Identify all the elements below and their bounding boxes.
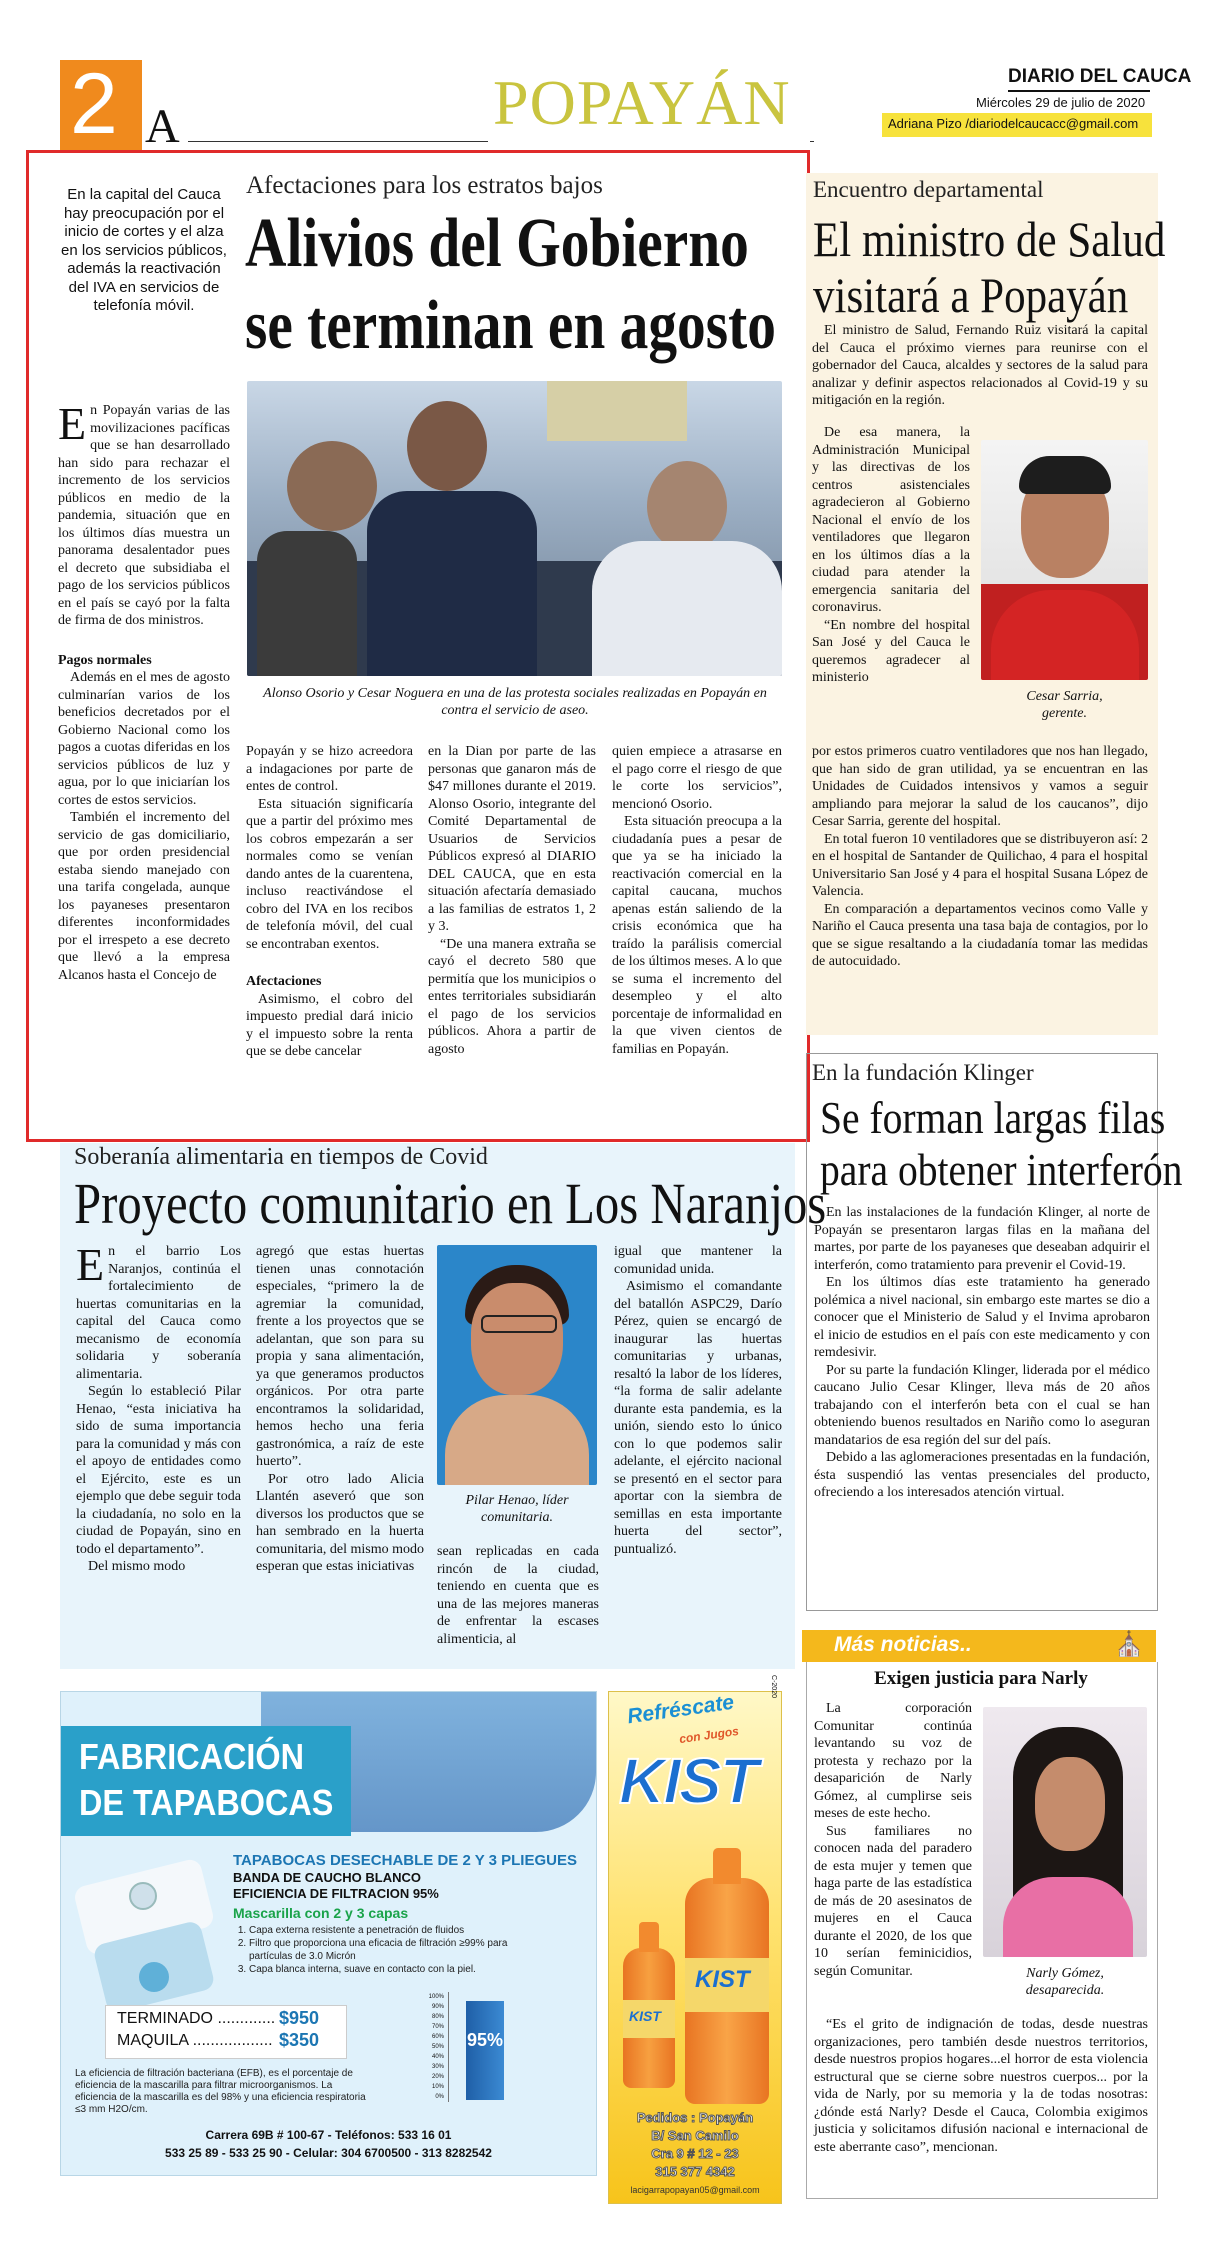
minister-caption-1: Cesar Sarria,: [1026, 689, 1103, 704]
naranjos-col2-p1: agregó que estas huertas tienen unas connotación especiales, “primero la de agremiar la comunidad, frente a los proyectos que se adelantan, que son para su propia y sana alimentación, ya que generamos productos orgánicos. Por otra parte encontramos la solidaridad, hemos hecho una feria gastronómica, a raíz de este huerto”.: [256, 1244, 424, 1469]
kist-address-1: B/ San Camilo: [651, 2128, 739, 2143]
lead-subhead-afectaciones: Afectaciones: [246, 974, 322, 989]
kist-bottle-large-label: KIST: [695, 1966, 750, 1993]
naranjos-col1-p1: n el barrio Los Naranjos, continúa el fortalecimiento de huertas comunitarias en la capital del Cauca como mecanismo de economía solidaria y soberanía alimentaria.: [76, 1244, 241, 1382]
lead-column-3: [428, 743, 596, 1058]
more-news-banner: [802, 1630, 1156, 1662]
klinger-body: [814, 1204, 1150, 1502]
ad-axis-tick: 10%: [431, 2084, 444, 2090]
lead-column-4: [612, 743, 782, 1058]
page-letter: A: [145, 100, 180, 153]
lead-col1-p1: n Popayán varias de las movilizaciones pacíficas que se han desarrollado han sido para rechazar el incremento de los servicios públicos en medio de la pandemia, situación que en los últimos días muestra un panorama desalentador pues el decreto que subsidiaba el pago de los servicios públicos en el país se cayó por la falta de firma de dos ministros.: [58, 403, 230, 628]
ad-layer-2: 2. Filtro que proporciona una eficacia de filtración ≥99% para partículas de 3.0 Micrón: [249, 1937, 549, 1963]
lead-headline-2: se terminan en agosto: [245, 287, 776, 364]
ad-price-1-label: TERMINADO .............: [117, 2010, 276, 2027]
naranjos-caption-2: comunitaria.: [481, 1510, 553, 1525]
lead-col2-p3: Asimismo, el cobro del impuesto predial dará inicio y el impuesto sobre la renta que se debe cancelar: [246, 991, 413, 1059]
contact-line: Adriana Pizo /diariodelcaucacc@gmail.com: [888, 116, 1139, 131]
minister-p2: De esa manera, la Administración Municipal y las directivas de los centros asistenciales agradecieron al Gobierno Nacional el envío de los ventiladores que llegaron en los últimos días a la ciudad para atender la emergencia sanitaria del coronavirus.: [812, 425, 970, 615]
narly-p2: Sus familiares no conocen nada del paradero de esta mujer y temen que haga parte de las estadística de más de 20 asesinatos de mujeres en el Cauca durante el 2020, de los que 10 serían feminicidios, según Comunitar.: [814, 1823, 972, 1979]
ad-price-1: $950: [279, 2008, 320, 2028]
minister-p5: En comparación a departamentos vecinos como Valle y Nariño el Cauca presenta una tasa baja de contagios, por lo que se sigue resaltando a la ciudadanía tomar las medidas de autocuidado.: [812, 901, 1148, 969]
naranjos-column-3: [437, 1543, 599, 1648]
lead-col4-p2: Esta situación preocupa a la ciudadanía pues a pesar de que ya se ha iniciado la reactivación comercial en la capital caucana, muchos apenas están saliendo de la crisis económica que ha traído la parálisis comercial de los últimos meses. A lo que se suma el incremento del desempleo y el alto porcentaje de informalidad en la que viven cientos de familias en Popayán.: [612, 814, 782, 1057]
minister-wide-column: [812, 743, 1148, 971]
lead-column-2: [246, 743, 413, 1061]
ad-axis-tick: 50%: [431, 2044, 444, 2050]
kist-tagline-1: Refréscate: [625, 1690, 736, 1729]
issue-date: Miércoles 29 de julio de 2020: [976, 95, 1146, 110]
narly-headline: Exigen justicia para Narly: [874, 1668, 1088, 1689]
minister-p1: El ministro de Salud, Fernando Ruiz visitará la capital del Cauca el próximo viernes para reunirse con el gobernador del Cauca, alcaldes y sectores de la salud para analizar y definir aspectos relacionados al Covid-19 y su mitigación en la región.: [812, 323, 1148, 408]
ad-layer-3: 3. Capa blanca interna, suave en contacto con la piel.: [249, 1963, 549, 1976]
naranjos-col2-p2: Por otro lado Alicia Llantén aseveró que son diversos los productos que se han sembrado en la huerta comunitaria, del mismo modo esperan que estas iniciativas: [256, 1471, 424, 1574]
naranjos-kicker: Soberanía alimentaria en tiempos de Covid: [74, 1144, 488, 1170]
lead-kicker: Afectaciones para los estratos bajos: [246, 172, 603, 199]
ad-kist: [608, 1675, 782, 2204]
ad-band: BANDA DE CAUCHO BLANCO: [233, 1870, 422, 1885]
kist-email: lacigarrapopayan05@gmail.com: [630, 2185, 760, 2195]
lead-headline-1: Alivios del Gobierno: [245, 205, 749, 282]
masthead-rule: [188, 141, 488, 142]
masthead-rule-right: [810, 141, 814, 142]
klinger-p2: En los últimos días este tratamiento ha generado polémica a nivel nacional, sin embargo este martes se dio a conocer que el Ministerio de Salud y el Invima aprobaron el inicio de estudios en el país con este medicamento y con remdesivir.: [814, 1275, 1150, 1360]
ad-efficiency-axis: [416, 1992, 444, 2102]
ad-axis-tick: 100%: [428, 1994, 444, 2000]
kist-phone: 315 377 4342: [655, 2164, 735, 2179]
section-title: POPAYÁN: [493, 67, 791, 138]
lead-subhead-pagos: Pagos normales: [58, 652, 152, 668]
kist-bottle-small: [623, 1948, 675, 2088]
naranjos-caption-1: Pilar Henao, líder: [465, 1493, 569, 1508]
kist-address-2: Cra 9 # 12 - 23: [651, 2146, 739, 2161]
kist-orders: Pedidos : Popayán: [636, 2110, 754, 2125]
ad-layer-1: 1. Capa externa resistente a penetración de fluidos: [249, 1924, 549, 1937]
klinger-headline-2: para obtener interferón: [820, 1144, 1183, 1195]
klinger-p3: Por su parte la fundación Klinger, liderada por el médico caucano Julio Cesar Klinger, lleva más de 20 años trabajando con el interferón beta con el cual se han obteniendo buenos resultados en Nariño como lo aseguran mandatarios de esa región del sur del país.: [814, 1362, 1150, 1448]
ad-axis-tick: 40%: [431, 2054, 444, 2060]
lead-col1-p2: Además en el mes de agosto culminarían varios de los beneficios decretados por el Gobierno Nacional como los pagos a cuotas diferidas en los servicios públicos de luz y agua, por lo que iniciarían los cortes de estos servicios.: [58, 670, 230, 808]
ad-axis-tick: 60%: [431, 2034, 444, 2040]
lead-col3-p2: “De una manera extraña se cayó el decreto 580 que permitía que los municipios o entes territoriales subsidiarán el pago de los servicios públicos. Ahora a partir de agosto: [428, 936, 596, 1057]
ad-axis-tick: 70%: [431, 2024, 444, 2030]
naranjos-col1-p3: Del mismo modo: [88, 1559, 186, 1574]
ad-axis-tick: 90%: [431, 2004, 444, 2010]
lead-summary: En la capital del Cauca hay preocupación por el inicio de cortes y el alza en los servicios públicos, además la reactivación del IVA en servicios de telefonía móvil.: [61, 186, 227, 314]
minister-p4: En total fueron 10 ventiladores que se distribuyeron así: 2 en el hospital de Santander de Quilichao, 4 para el hospital Universitario San José y 4 para el hospital Susana López de Valencia.: [812, 831, 1148, 899]
more-news-banner-label: Más noticias..: [834, 1633, 972, 1656]
ad-title-2: DE TAPABOCAS: [79, 1782, 334, 1823]
ad-layers-list: [233, 1924, 549, 1976]
kist-tagline-2: con Jugos: [678, 1723, 740, 1747]
klinger-p1: En las instalaciones de la fundación Klinger, al norte de Popayán se presentaron largas filas en la mañana del martes, por parte de los payaneses que deseaban adquirir el interferón, como tratamiento para prevenir el Covid-19.: [814, 1205, 1150, 1273]
naranjos-dropcap: E: [76, 1239, 105, 1290]
ad-phones: 533 25 89 - 533 25 90 - Celular: 304 6700500 - 313 8282542: [165, 2146, 492, 2160]
klinger-headline-1: Se forman largas filas: [820, 1092, 1166, 1143]
minister-caption-2: gerente.: [1042, 706, 1087, 721]
naranjos-headline: Proyecto comunitario en Los Naranjos: [74, 1171, 827, 1236]
narly-narrow-column: [814, 1700, 972, 1980]
narly-caption-2: desaparecida.: [1025, 1983, 1105, 1998]
lead-photo: [247, 381, 782, 676]
church-icon: ⛪: [1114, 1632, 1144, 1658]
lead-column-1: [58, 398, 230, 984]
ad-layers-title: Mascarilla con 2 y 3 capas: [233, 1905, 409, 1921]
minister-p3a: “En nombre del hospital San José y del Cauca le queremos agradecer al ministerio: [812, 617, 970, 685]
minister-kicker: Encuentro departamental: [813, 177, 1044, 202]
lead-col1-p3: También el incremento del servicio de gas domiciliario, que por orden presidencial estaba siendo manejado con una tarifa congelada, aunque los payaneses presentaron diferentes inconformidades por el irrespeto a ese decreto que llevó a la empresa Alcanos hasta el Concejo de: [58, 810, 230, 983]
paper-name: DIARIO DEL CAUCA: [1008, 66, 1192, 87]
naranjos-col4-p2: Asimismo el comandante del batallón ASPC29, Darío Pérez, quien se encargó de inaugurar las huertas comunitarias y urbanas, resaltó la labor de los líderes, “la forma de salir adelante durante esta pandemia, es la unión, siendo esto lo único con lo que podemos salir adelante, el ejército nacional se presentó en el sector para aportar con la siembra de semillas en esta importante huerta del sector”, puntualizó.: [614, 1279, 782, 1557]
lead-col2-p2: Esta situación significaría que a partir del próximo mes los cobros empezarán a ser normales como se venían dando antes de la cuarentena, incluso reactivándose el cobro del IVA en los recibos de telefonía móvil, del cual se encontraban exentos.: [246, 796, 413, 952]
naranjos-column-4: [614, 1243, 782, 1558]
ad-address: Carrera 69B # 100-67 - Teléfonos: 533 16 01: [205, 2128, 452, 2142]
naranjos-column-1: [76, 1239, 241, 1576]
kist-brand: KIST: [619, 1745, 757, 1817]
page-number: 2: [70, 56, 118, 152]
ad-axis-tick: 30%: [431, 2064, 444, 2070]
klinger-p4: Debido a las aglomeraciones presentadas en la fundación, ésta suspendió las ventas presenciales del producto, ofreciendo a los interesados atención virtual.: [814, 1450, 1150, 1500]
narly-p1: La corporación Comunitar continúa levantando su voz de protesta y rechazo por la desaparición de Narly Gómez, al cumplirse seis meses de este hecho.: [814, 1701, 972, 1821]
ad-price-2-label: MAQUILA ..................: [117, 2032, 273, 2049]
narly-p3: “Es el grito de indignación de todas, desde nuestras organizaciones, pero también desde nuestros territorios, desde nuestros propios hogares...el horror de esta violencia estructural que se cierne sobre nuestros cuerpos... por la vida de Narly, por su memoria y la de todas nosotras: ¿dónde está Narly? Desde el Cauca, Colombia exigimos justicia y solicitamos difusión nacional e internacional de este aberrante caso”, mencionan.: [814, 2017, 1148, 2155]
ad-axis-tick: 20%: [431, 2074, 444, 2080]
ad-title-1: FABRICACIÓN: [79, 1736, 304, 1777]
ad-axis-tick: 80%: [431, 2014, 444, 2020]
minister-photo: [981, 440, 1148, 680]
ad-efficiency-chart: [416, 1992, 546, 2102]
lead-col2-p1: Popayán y se hizo acreedora a indagaciones por parte de entes de control.: [246, 744, 413, 794]
kist-bottle-large: [685, 1878, 769, 2104]
minister-p3b: por estos primeros cuatro ventiladores que nos han llegado, que han sido de gran utilidad, ya se encuentran en las Unidades de Cuidados intensivos y vamos a seguir ampliando para mejorar la salud de los caucanos”, dijo Cesar Sarria, gerente del hospital.: [812, 744, 1148, 829]
page-number-box: [60, 56, 142, 152]
minister-headline-2: visitará a Popayán: [813, 267, 1129, 323]
naranjos-column-2: [256, 1243, 424, 1576]
ad-percent: 95%: [466, 2030, 504, 2050]
ad-efficiency: EFICIENCIA DE FILTRACION 95%: [233, 1886, 439, 1901]
lead-photo-caption: Alonso Osorio y Cesar Noguera en una de las protesta sociales realizadas en Popayán en contra el servicio de aseo.: [263, 686, 767, 718]
naranjos-photo: [437, 1245, 597, 1485]
paper-name-rule: [1008, 90, 1150, 92]
ad-masks: [60, 1691, 597, 2176]
narly-caption-1: Narly Gómez,: [1026, 1966, 1104, 1981]
minister-narrow-column: [812, 424, 970, 687]
ad-axis-tick: 0%: [435, 2094, 444, 2100]
narly-photo: [983, 1707, 1147, 1957]
naranjos-col4-p1: igual que mantener la comunidad unida.: [614, 1244, 782, 1277]
lead-col3-p1: en la Dian por parte de las personas que ganaron más de $47 millones durante el 2019. Alonso Osorio, integrante del Comité Departamental de Usuarios de Servicios Públicos expresó al DIARIO DEL CAUCA, que en esta situación afectaría demasiado a las familias de estratos 1, 2 y 3.: [428, 744, 596, 934]
ad-product: TAPABOCAS DESECHABLE DE 2 Y 3 PLIEGUES: [233, 1852, 577, 1869]
kist-bottle-small-label: KIST: [629, 2008, 661, 2024]
lead-col4-p1: quien empiece a atrasarse en el pago corre el riesgo de que le corte los servicios”, mencionó Osorio.: [612, 744, 782, 812]
minister-headline-1: El ministro de Salud: [813, 211, 1166, 267]
ad-note: La eficiencia de filtración bacteriana (EFB), es el porcentaje de eficiencia de la mascarilla para filtrar microorganismos. La eficiencia de la mascarilla es del 98% y una eficiencia respiratoria ≤3 mm H2O/cm.: [75, 2068, 366, 2115]
ad-price-2: $350: [279, 2030, 320, 2050]
narly-wide-column: [814, 2016, 1148, 2156]
lead-dropcap: E: [58, 398, 87, 449]
naranjos-col1-p2: Según lo estableció Pilar Henao, “esta iniciativa ha sido de suma importancia para la comunidad y más con el apoyo de entidades como el Ejército, este es un ejemplo que debe seguir toda la ciudadanía, no solo en la ciudad de Popayán, sino en todo el departamento”.: [76, 1384, 241, 1557]
klinger-kicker: En la fundación Klinger: [812, 1060, 1034, 1085]
kist-code: C-2020: [770, 1675, 777, 1698]
naranjos-col3-p1: sean replicadas en cada rincón de la ciudad, teniendo en cuenta que es una de las mejores maneras de enfrentar la escases alimenticia, al: [437, 1544, 599, 1647]
